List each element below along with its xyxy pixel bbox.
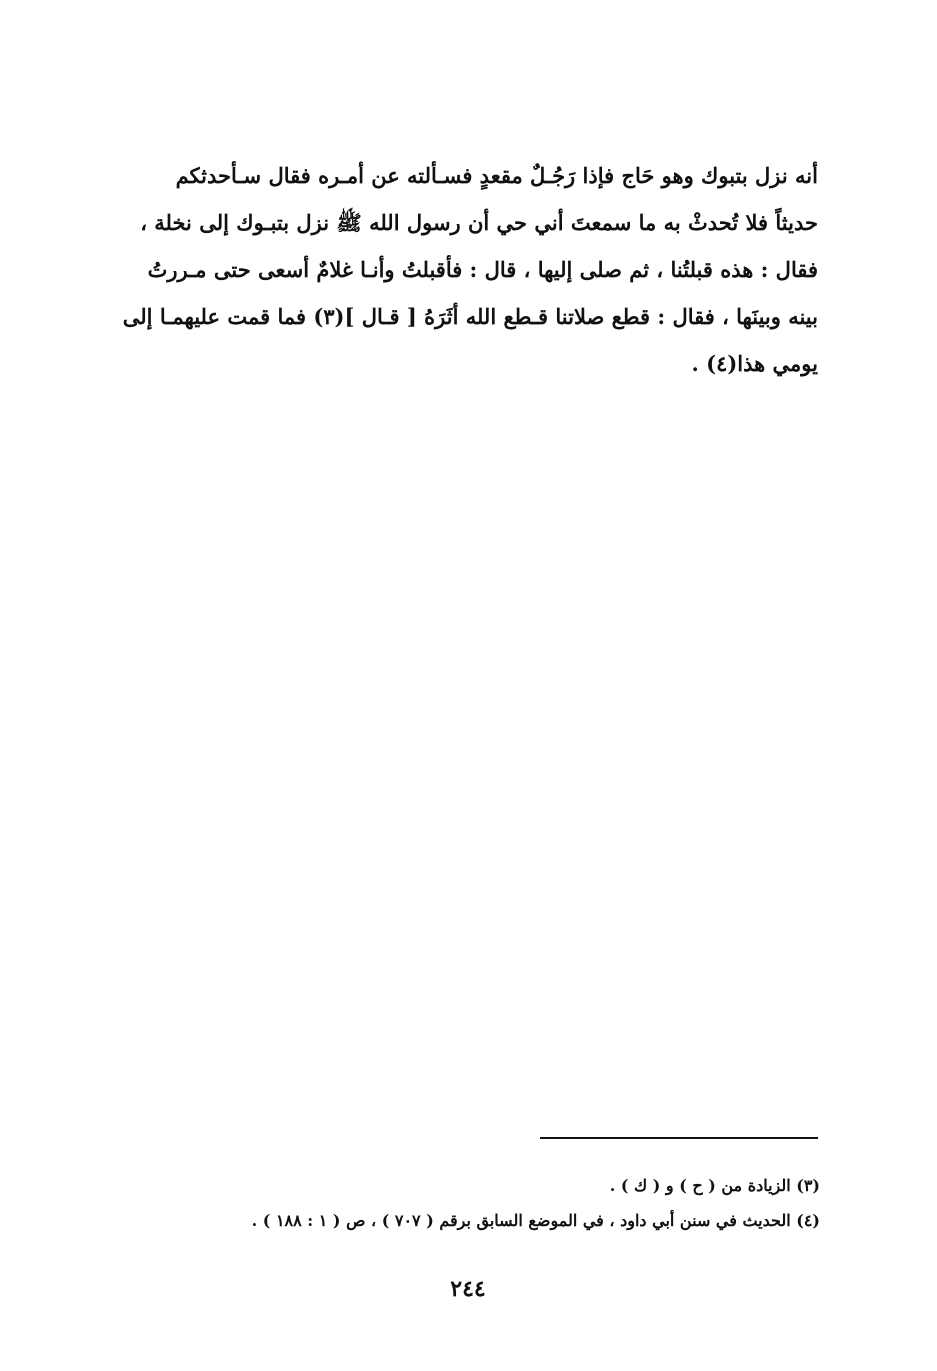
text-line-1: أنه نزل بتبوك وهو حَاج فإذا رَجُـلٌ مقعدٍ فسـألته عن أمـره فقال سـأحدثكم [175,163,818,188]
footnote-4: (٤) الحديث في سنن أبي داود ، في الموضع السابق برقم ( ٧٠٧ ) ، ص ( ١ : ١٨٨ ) . [251,1211,820,1230]
text-line-3: فقال : هذه قبلتُنا ، ثم صلى إليها ، قال : فأقبلتُ وأنـا غلامٌ أسعى حتى مـررتُ [147,257,818,282]
text-line-4: بينه وبينَها ، فقال : قطع صلاتنا قـطع الله أثَرَهُ [ قـال ](٣) فما قمت عليهمـا إلى [122,304,818,329]
text-line-5: يومي هذا(٤) . [691,351,818,376]
footnote-separator-rule [540,1137,818,1139]
footnote-3: (٣) الزيادة من ( ح ) و ( ك ) . [609,1176,820,1195]
footnotes-block [150,1168,820,1238]
page-number: ٢٤٤ [450,1276,486,1302]
main-text-block [78,152,818,387]
text-line-2: حديثاً فلا تُحدثْ به ما سمعتَ أني حي أن رسول الله ﷺ نزل بتبـوك إلى نخلة ، [140,210,818,235]
